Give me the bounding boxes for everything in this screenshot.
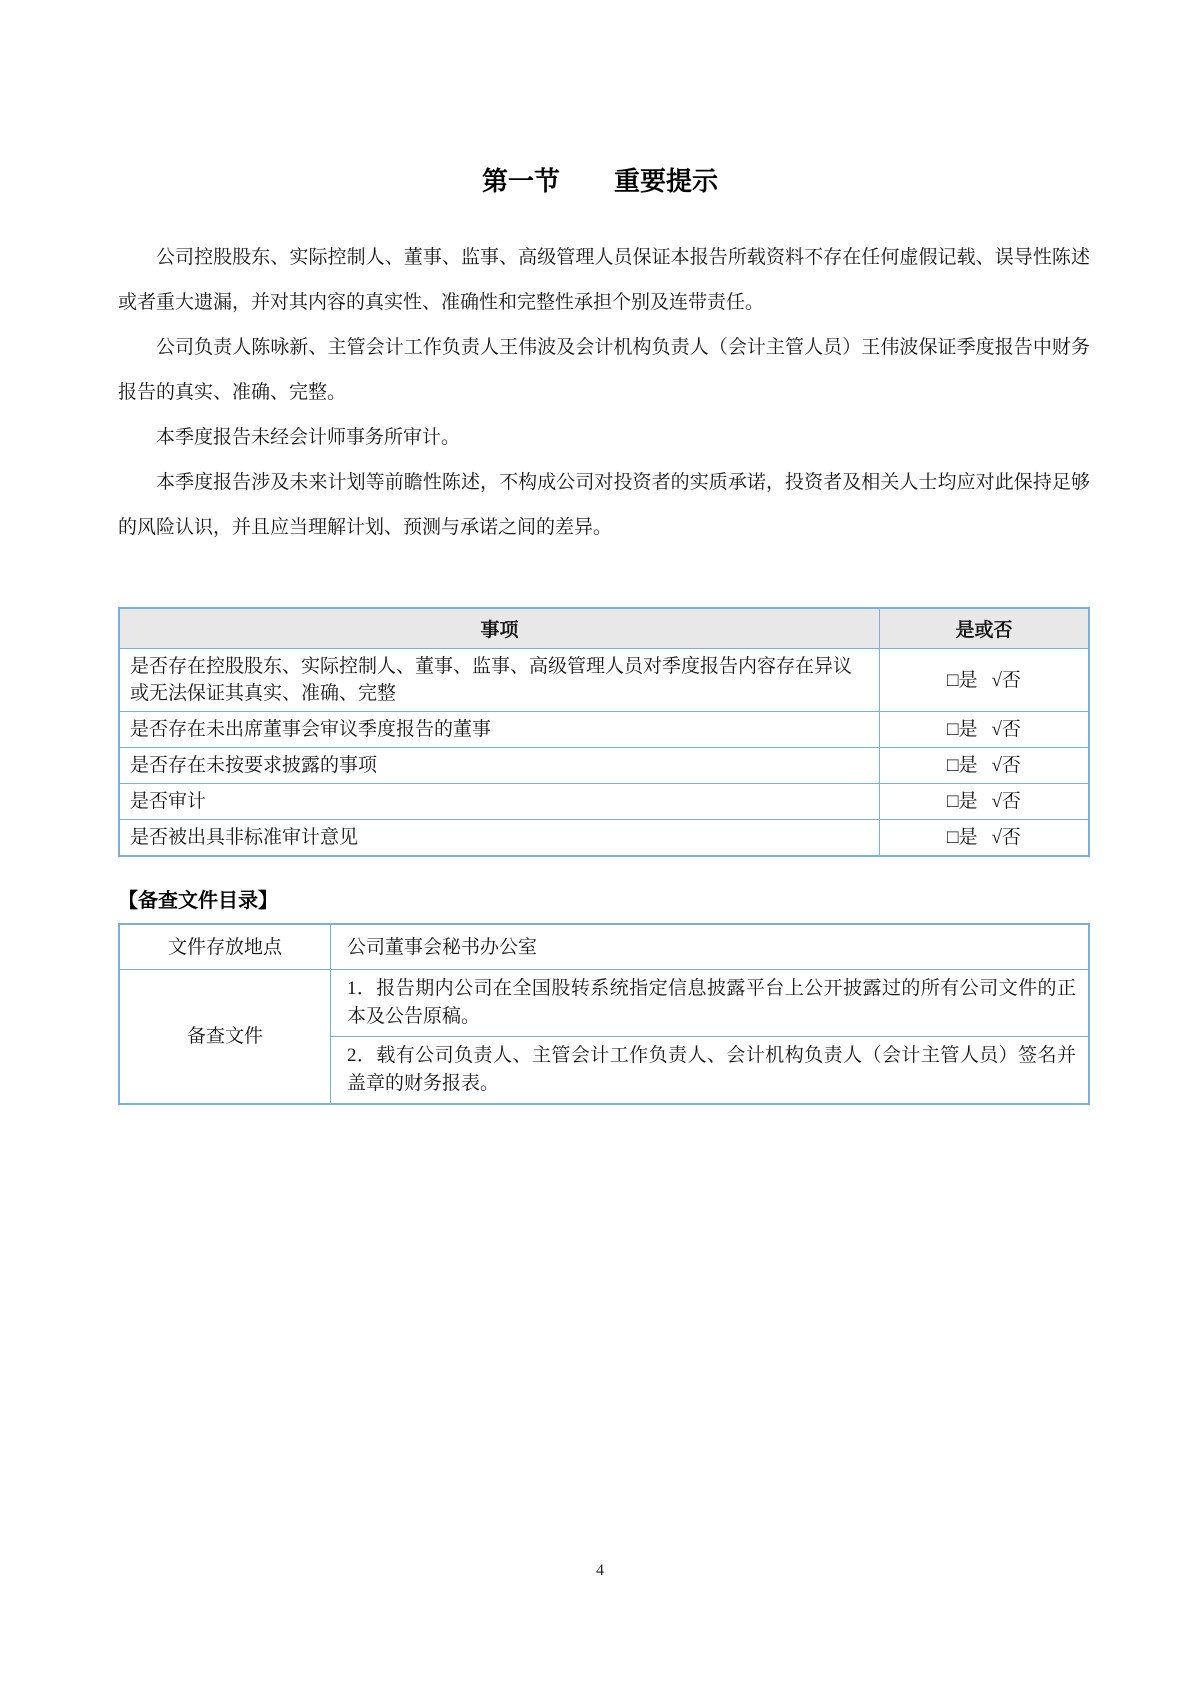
notice-paragraphs: [118, 235, 1090, 550]
location-value: 公司董事会秘书办公室: [330, 924, 1089, 970]
items-yes-no-table: [118, 607, 1090, 857]
checkbox-unchecked-yes: □是: [947, 669, 978, 691]
docs-item-1: 1．报告期内公司在全国股转系统指定信息披露平台上公开披露过的所有公司文件的正本及公告原稿。: [330, 970, 1089, 1037]
column-header-item: 事项: [119, 608, 879, 649]
table-row: [119, 649, 1089, 712]
docs-label: 备查文件: [119, 970, 330, 1105]
checkbox-unchecked-yes: □是: [947, 719, 978, 740]
table-row: [119, 924, 1089, 970]
paragraph-forward-looking: 本季度报告涉及未来计划等前瞻性陈述，不构成公司对投资者的实质承诺，投资者及相关人士均应对此保持足够的风险认识，并且应当理解计划、预测与承诺之间的差异。: [118, 472, 1090, 538]
item-text: 是否存在控股股东、实际控制人、董事、监事、高级管理人员对季度报告内容存在异议或无法保证其真实、准确、完整: [119, 649, 879, 712]
paragraph-responsible-persons: 公司负责人陈咏新、主管会计工作负责人王伟波及会计机构负责人（会计主管人员）王伟波保证季度报告中财务报告的真实、准确、完整。: [118, 337, 1090, 403]
checkmark-no: √否: [991, 827, 1021, 848]
reference-docs-table: [118, 923, 1090, 1105]
table-header-row: [119, 608, 1089, 649]
table-row: [119, 970, 1089, 1037]
table-row: [119, 784, 1089, 820]
section-title: [0, 163, 1200, 199]
answer-cell: [879, 748, 1089, 784]
table-row: [119, 820, 1089, 857]
table-row: [119, 712, 1089, 748]
paragraph-unaudited: 本季度报告未经会计师事务所审计。: [156, 427, 461, 448]
answer-cell: [879, 649, 1089, 712]
paragraph-guarantee: 公司控股股东、实际控制人、董事、监事、高级管理人员保证本报告所载资料不存在任何虚假记载、误导性陈述或者重大遗漏，并对其内容的真实性、准确性和完整性承担个别及连带责任。: [118, 247, 1090, 313]
answer-cell: [879, 712, 1089, 748]
checkbox-unchecked-yes: □是: [947, 755, 978, 776]
checkmark-no: √否: [991, 719, 1021, 740]
checkmark-no: √否: [991, 755, 1021, 776]
section-title-text: 重要提示: [614, 166, 719, 196]
table-row: [119, 748, 1089, 784]
answer-cell: [879, 784, 1089, 820]
reference-docs-heading: 【备查文件目录】: [118, 890, 278, 912]
item-text: 是否审计: [119, 784, 879, 820]
item-text: 是否存在未按要求披露的事项: [119, 748, 879, 784]
checkmark-no: √否: [991, 669, 1021, 691]
page-number: 4: [596, 1562, 604, 1579]
checkmark-no: √否: [991, 791, 1021, 812]
checkbox-unchecked-yes: □是: [947, 827, 978, 848]
item-text: 是否被出具非标准审计意见: [119, 820, 879, 857]
checkbox-unchecked-yes: □是: [947, 791, 978, 812]
page-content: [118, 235, 1090, 1105]
answer-cell: [879, 820, 1089, 857]
docs-item-2: 2．载有公司负责人、主管会计工作负责人、会计机构负责人（会计主管人员）签名并盖章的财务报表。: [330, 1037, 1089, 1105]
column-header-yes-or-no: 是或否: [879, 608, 1089, 649]
section-title-number: 第一节: [481, 166, 560, 196]
location-label: 文件存放地点: [119, 924, 330, 970]
item-text: 是否存在未出席董事会审议季度报告的董事: [119, 712, 879, 748]
